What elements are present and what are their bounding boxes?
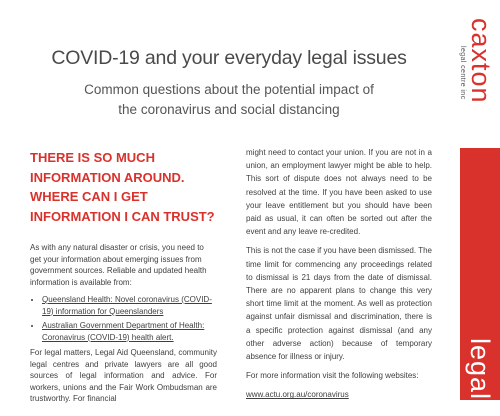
brand-name: caxton — [466, 18, 496, 104]
left-column — [30, 148, 217, 405]
right-column — [246, 146, 432, 402]
body-paragraph: For legal matters, Legal Aid Queensland, community legal centres and private lawyers are all good sources of legal information and advice. For workers, unions and the Fair Work Ombudsman are trustworthy. For financial — [30, 348, 217, 403]
actu-link[interactable]: www.actu.org.au/coronavirus — [246, 390, 349, 400]
queensland-health-link[interactable]: Queensland Health: Novel coronavirus (COVID-19) information for Queenslanders — [42, 295, 212, 316]
brand-logo — [460, 0, 500, 135]
paragraph-union: might need to contact your union. If you are not in a union, an employment lawyer might be able to help. This sort of dispute does not always need to be resolved at the time. If you have been asked to use your leave entitlement but you should have been paid as usual, it can often be sorted out after the event and any leave re-credited. — [246, 148, 432, 237]
info-links-list — [30, 294, 217, 343]
list-item — [42, 320, 217, 343]
page-subtitle — [0, 80, 458, 120]
section-heading: THERE IS SO MUCH INFORMATION AROUND. WHERE CAN I GET INFORMATION I CAN TRUST? — [30, 150, 215, 224]
list-item — [42, 294, 217, 317]
page-title: COVID-19 and your everyday legal issues — [51, 47, 407, 69]
intro-paragraph: As with any natural disaster or crisis, you need to get your information about emerging issues from government sources. Reliable and updated health information is available from: — [30, 243, 207, 287]
paragraph-more-info: For more information visit the following websites: — [246, 371, 419, 381]
australian-health-link[interactable]: Australian Government Department of Health: Coronavirus (COVID-19) health alert. — [42, 321, 205, 342]
brand-tagline: legal centre inc — [459, 46, 466, 100]
subtitle-line-1: Common questions about the potential impact of — [84, 82, 374, 97]
subtitle-line-2: the coronavirus and social distancing — [118, 102, 340, 117]
band-text: legal i — [465, 338, 495, 416]
paragraph-dismissal: This is not the case if you have been dismissed. The time limit for commencing any proceedings related to dismissal is 21 days from the date of dismissal. There are no apparent plans to change this very short time limit at the moment. As well as protection against unfair dismissal and discrimination, there is a specific protection against dismissal (and any other adverse action) because of temporary absence for illness or injury. — [246, 246, 432, 362]
